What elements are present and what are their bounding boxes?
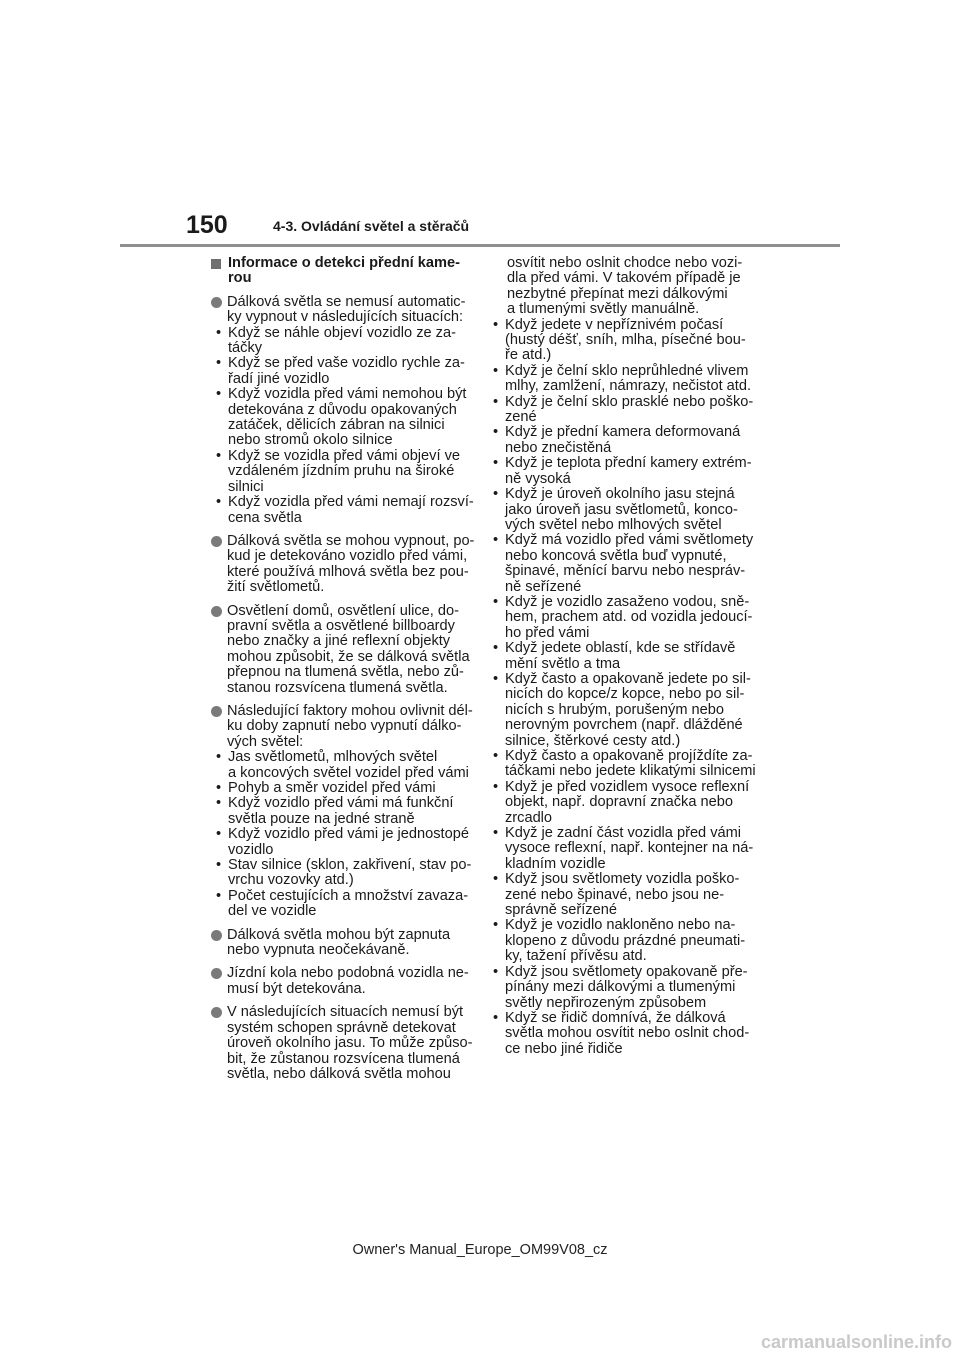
- list-item-text: Když se řidič domnívá, že dálková světla mohou osvítit nebo oslnit chod- ce nebo jiné řidiče: [505, 1009, 750, 1057]
- list-item-text: Když vozidla před vámi nemohou být detekována z důvodu opakovaných zatáček, dělicích zábran na silnici nebo stromů okolo silnice: [228, 386, 467, 449]
- bullet-dot: •: [493, 316, 499, 333]
- bullet-block: [210, 604, 478, 696]
- bullet-text: Dálková světla se mohou vypnout, po- kud je detekováno vozidlo před vámi, které používá mlhová světla bez pou- žití světlometů.: [227, 532, 475, 596]
- list-item: [490, 641, 760, 672]
- right-items: [490, 318, 760, 1058]
- subheading: [210, 256, 478, 287]
- bullet-dot: •: [216, 887, 222, 904]
- circle-bullet-icon: [211, 606, 222, 617]
- circle-bullet-icon: [211, 930, 222, 941]
- list-item-text: Když se vozidla před vámi objeví ve vzdáleném jízdním pruhu na široké silnici: [228, 447, 460, 495]
- bullet-dot: •: [493, 871, 499, 888]
- list-item-text: Když vozidla před vámi nemají rozsví- cena světla: [228, 494, 474, 526]
- list-item-text: Když se náhle objeví vozidlo ze za- táčky: [228, 324, 456, 357]
- bullet-block: [210, 928, 478, 959]
- bullet-dot: •: [493, 917, 499, 934]
- watermark: carmanualsonline.info: [760, 1332, 952, 1352]
- list-item: [490, 672, 760, 749]
- bullet-text: V následujících situacích nemusí být systém schopen správně detekovat úroveň okolního jasu. To může způso- bit, že zůstanou rozsvícena tlumená světla, nebo dálková světla mohou: [227, 1004, 473, 1082]
- list-item-text: Když jsou světlomety vozidla poško- zené nebo špinavé, nebo jsou ne- správně seřízené: [505, 871, 740, 919]
- list-item-text: Jas světlometů, mlhových světel a koncových světel vozidel před vámi: [228, 749, 469, 781]
- footer-text: Owner's Manual_Europe_OM99V08_cz: [352, 1242, 608, 1258]
- bullet-dot: •: [493, 424, 499, 441]
- bullet-dot: •: [493, 393, 499, 410]
- list-item: [213, 495, 478, 526]
- bullet-text: Dálková světla mohou být zapnuta nebo vypnuta neočekávaně.: [227, 926, 451, 959]
- list-item-text: Když je teplota přední kamery extrém- ně vysoká: [505, 455, 752, 487]
- list-item-text: Když je vozidlo zasaženo vodou, sně- hem, prachem atd. od vozidla jedoucí- ho před vámi: [505, 593, 753, 641]
- bullet-dot: •: [493, 455, 499, 472]
- list-item-text: Když často a opakovaně projíždíte za- táčkami nebo jedete klikatými silnicemi: [505, 748, 756, 780]
- bullet-dot: •: [493, 1009, 499, 1026]
- bullet-text: Následující faktory mohou ovlivnit dél- ku doby zapnutí nebo vypnutí dálko- vých světel:: [227, 702, 473, 750]
- list-item: [490, 872, 760, 918]
- list-item-text: Když je před vozidlem vysoce reflexní objekt, např. dopravní značka nebo zrcadlo: [505, 778, 750, 826]
- circle-bullet-icon: [211, 297, 222, 308]
- bullet-dot: •: [216, 826, 222, 843]
- bullet-dot: •: [493, 748, 499, 764]
- list-item: [213, 796, 478, 827]
- list-item: [490, 395, 760, 426]
- list-item: [213, 889, 478, 920]
- bullet-dot: •: [493, 593, 499, 610]
- bullet-dot: •: [216, 355, 222, 372]
- list-item-text: Když se před vaše vozidlo rychle za- řadí jiné vozidlo: [228, 355, 465, 387]
- list-item: [213, 858, 478, 889]
- section-title: 4-3. Ovládání světel a stěračů: [273, 218, 470, 234]
- list-item-text: Když je zadní část vozidla před vámi vysoce reflexní, např. kontejner na ná- kladním vozidle: [505, 825, 754, 872]
- list-item-text: Když je přední kamera deformovaná nebo znečistěná: [505, 424, 741, 456]
- bullet-dot: •: [493, 532, 499, 549]
- list-item: [490, 749, 760, 780]
- circle-bullet-icon: [211, 1007, 222, 1018]
- list-item-text: Když je čelní sklo neprůhledné vlivem mlhy, zamlžení, námrazy, nečistot atd.: [505, 362, 752, 395]
- list-item: [490, 595, 760, 641]
- bullet-text: Dálková světla se nemusí automatic- ky vypnout v následujících situacích:: [227, 293, 466, 326]
- list-item-text: Když jsou světlomety opakovaně pře- pínány mezi dálkovými a tlumenými světly nepřirozeným způsobem: [505, 963, 748, 1011]
- list-item: [213, 449, 478, 495]
- bullet-dot: •: [216, 494, 222, 511]
- list-item: [490, 826, 760, 872]
- bullet-block: [210, 534, 478, 596]
- list-item-text: Pohyb a směr vozidel před vámi: [228, 780, 436, 796]
- circle-bullet-icon: [211, 706, 222, 717]
- bullet-dot: •: [216, 749, 222, 766]
- continuation-text: osvítit nebo oslnit chodce nebo vozi- dla před vámi. V takovém případě je nezbytné přepínat mezi dálkovými a tlumenými světly manuálně.: [507, 255, 743, 318]
- bullet-dot: •: [493, 362, 499, 379]
- bullet-block: [210, 1005, 478, 1082]
- list-item: [490, 364, 760, 395]
- list-item: [213, 750, 478, 781]
- square-bullet-icon: [211, 259, 221, 269]
- bullet-dot: •: [493, 486, 499, 503]
- bullet-dot: •: [216, 386, 222, 403]
- list-item-text: Když často a opakovaně jedete po sil- nicích do kopce/z kopce, nebo po sil- nicích s hrubým, porušeným nebo nerovným povrchem (např. dlážděné silnice, štěrkové cesty atd.): [505, 670, 751, 749]
- list-item: [213, 356, 478, 387]
- bullet-dot: •: [493, 640, 499, 657]
- bullet-block: [210, 704, 478, 920]
- list-item: [490, 533, 760, 595]
- list-item-text: Když vozidlo před vámi má funkční světla pouze na jedné straně: [228, 795, 454, 827]
- list-item-text: Počet cestujících a množství zavaza- del ve vozidle: [228, 887, 469, 920]
- list-item-text: Když vozidlo před vámi je jednostopé vozidlo: [228, 826, 469, 858]
- list-item-text: Když jedete v nepříznivém počasí (hustý déšť, sníh, mlha, písečné bou- ře atd.): [505, 316, 746, 364]
- list-item-text: Když je vozidlo nakloněno nebo na- klopeno z důvodu prázdné pneumati- ky, tažení přívěsu atd.: [505, 917, 746, 965]
- list-item: [213, 326, 478, 357]
- circle-bullet-icon: [211, 536, 222, 547]
- list-item-text: Když je úroveň okolního jasu stejná jako úroveň jasu světlometů, konco- vých světel nebo mlhových světel: [505, 486, 738, 533]
- bullet-dot: •: [216, 324, 222, 341]
- subheading-text: Informace o detekci přední kame- rou: [228, 255, 460, 287]
- list-item: [490, 780, 760, 826]
- bullet-block: [210, 966, 478, 997]
- list-item: [490, 965, 760, 1011]
- list-item-text: Stav silnice (sklon, zakřivení, stav po- vrchu vozovky atd.): [228, 857, 472, 889]
- list-item: [490, 318, 760, 364]
- bullet-dot: •: [216, 795, 222, 812]
- list-item: [490, 456, 760, 487]
- list-item: [213, 387, 478, 449]
- list-item: [490, 487, 760, 533]
- list-item: [213, 827, 478, 858]
- page-number: 150: [186, 211, 228, 239]
- list-item-text: Když jedete oblastí, kde se střídavě mění světlo a tma: [505, 640, 736, 672]
- header-divider: [120, 244, 840, 247]
- bullet-block: [210, 295, 478, 526]
- list-item: [490, 1011, 760, 1057]
- bullet-dot: •: [493, 778, 499, 795]
- circle-bullet-icon: [211, 968, 222, 979]
- bullet-dot: •: [493, 963, 499, 980]
- bullet-text: Jízdní kola nebo podobná vozidla ne- musí být detekována.: [227, 965, 469, 997]
- list-item: [490, 918, 760, 964]
- bullet-text: Osvětlení domů, osvětlení ulice, do- pravní světla a osvětlené billboardy nebo značky a jiné reflexní objekty mohou způsobit, že se dálková světla přepnou na tlumená světla, nebo zů- stanou rozsvícena tlumená světla.: [227, 602, 470, 696]
- bullet-dot: •: [216, 857, 222, 874]
- left-blocks: [210, 295, 478, 1083]
- list-item-text: Když má vozidlo před vámi světlomety nebo koncová světla buď vypnuté, špinavé, měnící barvu nebo nespráv- ně seřízené: [505, 532, 754, 595]
- list-item: [490, 425, 760, 456]
- list-item-text: Když je čelní sklo prasklé nebo poško- zené: [505, 393, 754, 426]
- right-column: [490, 256, 760, 1057]
- bullet-dot: •: [493, 825, 499, 842]
- list-item: [213, 781, 478, 796]
- left-column: [210, 256, 478, 1090]
- bullet-dot: •: [216, 447, 222, 464]
- bullet-dot: •: [216, 780, 222, 796]
- bullet-dot: •: [493, 670, 499, 687]
